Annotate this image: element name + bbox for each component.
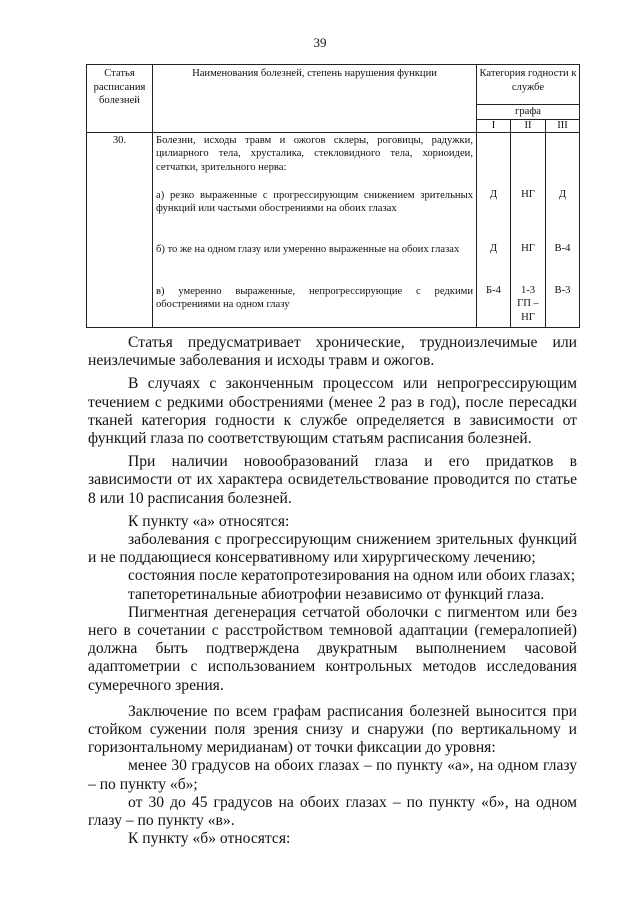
paragraph-6: состояния после кератопротезирования на одном или обоих глазах; (128, 567, 576, 585)
page-number: 39 (313, 35, 327, 50)
table-row (87, 132, 580, 327)
item-a-col-3: Д (558, 188, 567, 200)
header-article: Статья расписания болезней (87, 65, 153, 133)
paragraph-4: К пункту «а» относятся: (128, 512, 290, 530)
item-a-col-2: НГ (521, 188, 535, 200)
item-a-col-1: Д (489, 188, 498, 200)
disease-schedule-table (86, 64, 580, 328)
item-c-col-3: В-3 (554, 284, 571, 296)
item-b-col-3: В-4 (554, 242, 571, 254)
header-category: Категория годности к службе (477, 65, 580, 105)
item-b-text: б) то же на одном глазу или умеренно выраженные на обоих глазах (156, 243, 460, 255)
paragraph-10: менее 30 градусов на обоих глазах – по пункту «а», на одном глазу – по пункту «б»; (88, 757, 577, 793)
header-col-3: III (546, 119, 580, 132)
paragraph-9: Заключение по всем графам расписания болезней выносится при стойком сужении поля зрения снизу и снаружи (по вертикальному и горизонтальному меридианам) от точки фиксации до уровня: (88, 702, 577, 757)
paragraph-8: Пигментная дегенерация сетчатой оболочки с пигментом или без него в сочетании с расстройством темновой адаптации (гемералопией) должна быть подтверждена двукратным выполнением часовой адаптометрии с использованием контрольных методов исследования сумеречного зрения. (88, 603, 577, 694)
paragraph-5: заболевания с прогрессирующим снижением зрительных функций и не поддающиеся консервативному или хирургическому лечению; (88, 531, 577, 567)
header-col-1: I (477, 119, 511, 132)
row-disease-description (153, 132, 477, 327)
item-a-text: а) резко выраженные с прогрессирующим снижением зрительных функций или частыми обострениями на обоих глазах (156, 189, 473, 214)
header-graph: графа (477, 105, 580, 120)
paragraph-2: В случаях с законченным процессом или непрогрессирующим течением с редкими обострениями (менее 2 раз в год), после пересадки тканей категория годности к службе определяется в зависимости от функций глаза по соответствующим статьям расписания болезней. (88, 375, 577, 448)
paragraph-12: К пункту «б» относятся: (128, 830, 291, 848)
paragraph-1: Статья предусматривает хронические, трудноизлечимые или неизлечимые заболевания и исходы травм и ожогов. (88, 334, 577, 370)
row-article-number: 30. (87, 132, 153, 327)
item-b-col-2: НГ (521, 242, 535, 254)
item-b-col-1: Д (489, 242, 498, 254)
item-c-col-1: Б-4 (486, 284, 501, 296)
paragraph-3: При наличии новообразований глаза и его придатков в зависимости от их характера освидетельствование проводится по статье 8 или 10 расписания болезней. (88, 453, 577, 507)
header-disease-name: Наименования болезней, степень нарушения функции (153, 65, 477, 133)
paragraph-7: тапеторетинальные абиотрофии независимо от функций глаза. (128, 585, 545, 603)
header-col-2: II (511, 119, 546, 132)
body-text (88, 334, 577, 848)
item-c-text: в) умеренно выраженные, непрогрессирующие с редкими обострениями на одном глазу (156, 285, 473, 310)
category-col-3 (546, 132, 580, 327)
row-intro: Болезни, исходы травм и ожогов склеры, роговицы, радужки, цилиарного тела, хрусталика, стекловидного тела, хориоидеи, сетчатки, зрительного нерва: (156, 134, 473, 173)
category-col-2 (511, 132, 546, 327)
paragraph-11: от 30 до 45 градусов на обоих глазах – по пункту «б», на одном глазу – по пункту «в». (88, 793, 577, 830)
item-c-col-2: 1-3 ГП – НГ (517, 284, 539, 323)
category-col-1 (477, 132, 511, 327)
